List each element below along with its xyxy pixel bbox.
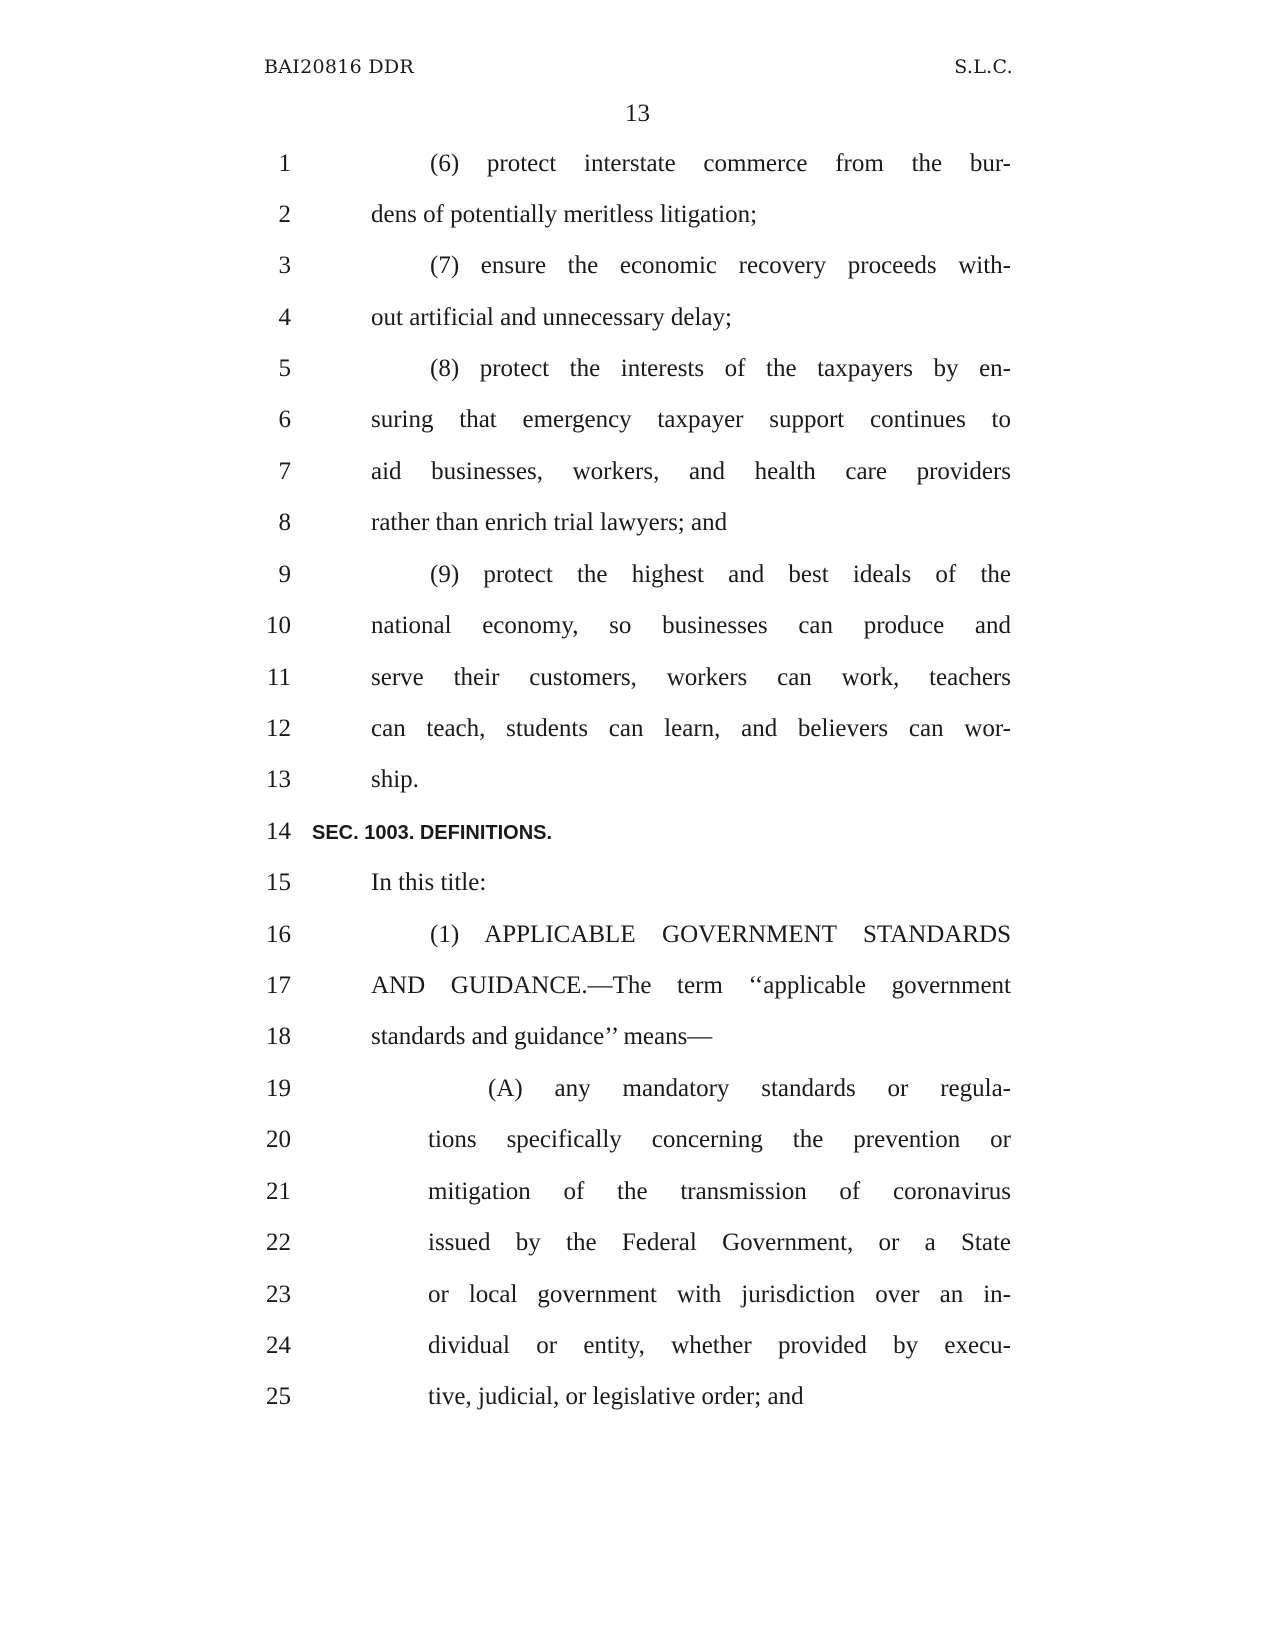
line-number: 11 — [266, 664, 291, 691]
line-number: 12 — [266, 715, 291, 742]
line-number: 24 — [266, 1332, 291, 1359]
header-left: BAI20816 DDR — [264, 56, 415, 78]
document-line — [0, 715, 1275, 755]
document-line — [0, 509, 1275, 549]
line-text: tions specifically concerning the prevention or — [428, 1126, 1011, 1153]
document-line — [0, 921, 1275, 961]
line-text: dividual or entity, whether provided by execu- — [428, 1332, 1011, 1359]
document-line — [0, 1023, 1275, 1063]
line-text: can teach, students can learn, and believers can wor- — [371, 715, 1011, 742]
line-text: aid businesses, workers, and health care providers — [371, 458, 1011, 485]
line-text: issued by the Federal Government, or a State — [428, 1229, 1011, 1256]
line-number: 17 — [266, 972, 291, 999]
document-line — [0, 1383, 1275, 1423]
line-number: 7 — [278, 458, 291, 485]
document-line — [0, 972, 1275, 1012]
line-text: serve their customers, workers can work, teachers — [371, 664, 1011, 691]
term-rest: .—The term ‘‘applicable government — [581, 972, 1011, 999]
line-number: 13 — [266, 766, 291, 793]
line-text: (6) protect interstate commerce from the bur- — [430, 150, 1011, 177]
line-number: 2 — [278, 201, 291, 228]
line-number: 14 — [266, 818, 291, 845]
line-number: 10 — [266, 612, 291, 639]
line-text: or local government with jurisdiction over an in- — [428, 1281, 1011, 1308]
line-text: standards and guidance’’ means— — [371, 1023, 713, 1050]
line-number: 15 — [266, 869, 291, 896]
line-number: 20 — [266, 1126, 291, 1153]
line-number: 21 — [266, 1178, 291, 1205]
document-line — [0, 869, 1275, 909]
line-text: mitigation of the transmission of coronavirus — [428, 1178, 1011, 1205]
document-line — [0, 252, 1275, 292]
line-number: 9 — [278, 561, 291, 588]
section-heading: SEC. 1003. DEFINITIONS. — [312, 822, 553, 844]
line-number: 6 — [278, 406, 291, 433]
header-right: S.L.C. — [954, 56, 1013, 78]
line-text: (7) ensure the economic recovery proceeds with- — [430, 252, 1011, 279]
line-text: (8) protect the interests of the taxpayers by en- — [430, 355, 1011, 382]
line-number: 1 — [278, 150, 291, 177]
line-text — [371, 972, 1011, 1000]
line-text: (1) APPLICABLE GOVERNMENT STANDARDS — [430, 921, 1011, 948]
line-text: ship. — [371, 766, 419, 793]
line-text: (A) any mandatory standards or regula- — [488, 1075, 1011, 1102]
line-number: 4 — [278, 304, 291, 331]
line-text: In this title: — [371, 869, 487, 896]
line-number: 16 — [266, 921, 291, 948]
line-text: suring that emergency taxpayer support continues to — [371, 406, 1011, 433]
line-number: 25 — [266, 1383, 291, 1410]
document-line — [0, 1229, 1275, 1269]
document-line — [0, 561, 1275, 601]
document-line — [0, 406, 1275, 446]
document-line — [0, 201, 1275, 241]
document-line — [0, 1332, 1275, 1372]
line-number: 8 — [278, 509, 291, 536]
line-text: dens of potentially meritless litigation; — [371, 201, 758, 228]
line-number: 18 — [266, 1023, 291, 1050]
line-text: out artificial and unnecessary delay; — [371, 304, 732, 331]
line-number: 3 — [278, 252, 291, 279]
document-line — [0, 458, 1275, 498]
line-number: 22 — [266, 1229, 291, 1256]
document-line — [0, 1281, 1275, 1321]
line-text: (9) protect the highest and best ideals of the — [430, 561, 1011, 588]
line-text: rather than enrich trial lawyers; and — [371, 509, 728, 536]
line-number: 23 — [266, 1281, 291, 1308]
document-line — [0, 612, 1275, 652]
document-line — [0, 766, 1275, 806]
line-text: tive, judicial, or legislative order; and — [428, 1383, 804, 1410]
term-smallcaps: AND GUIDANCE — [371, 972, 582, 999]
page-number: 13 — [625, 100, 650, 127]
document-line — [0, 304, 1275, 344]
document-line — [0, 355, 1275, 395]
document-line — [0, 1178, 1275, 1218]
document-line — [0, 818, 1275, 858]
document-line — [0, 664, 1275, 704]
document-line — [0, 150, 1275, 190]
document-line — [0, 1126, 1275, 1166]
document-line — [0, 1075, 1275, 1115]
line-number: 19 — [266, 1075, 291, 1102]
line-text: national economy, so businesses can produce and — [371, 612, 1011, 639]
line-number: 5 — [278, 355, 291, 382]
